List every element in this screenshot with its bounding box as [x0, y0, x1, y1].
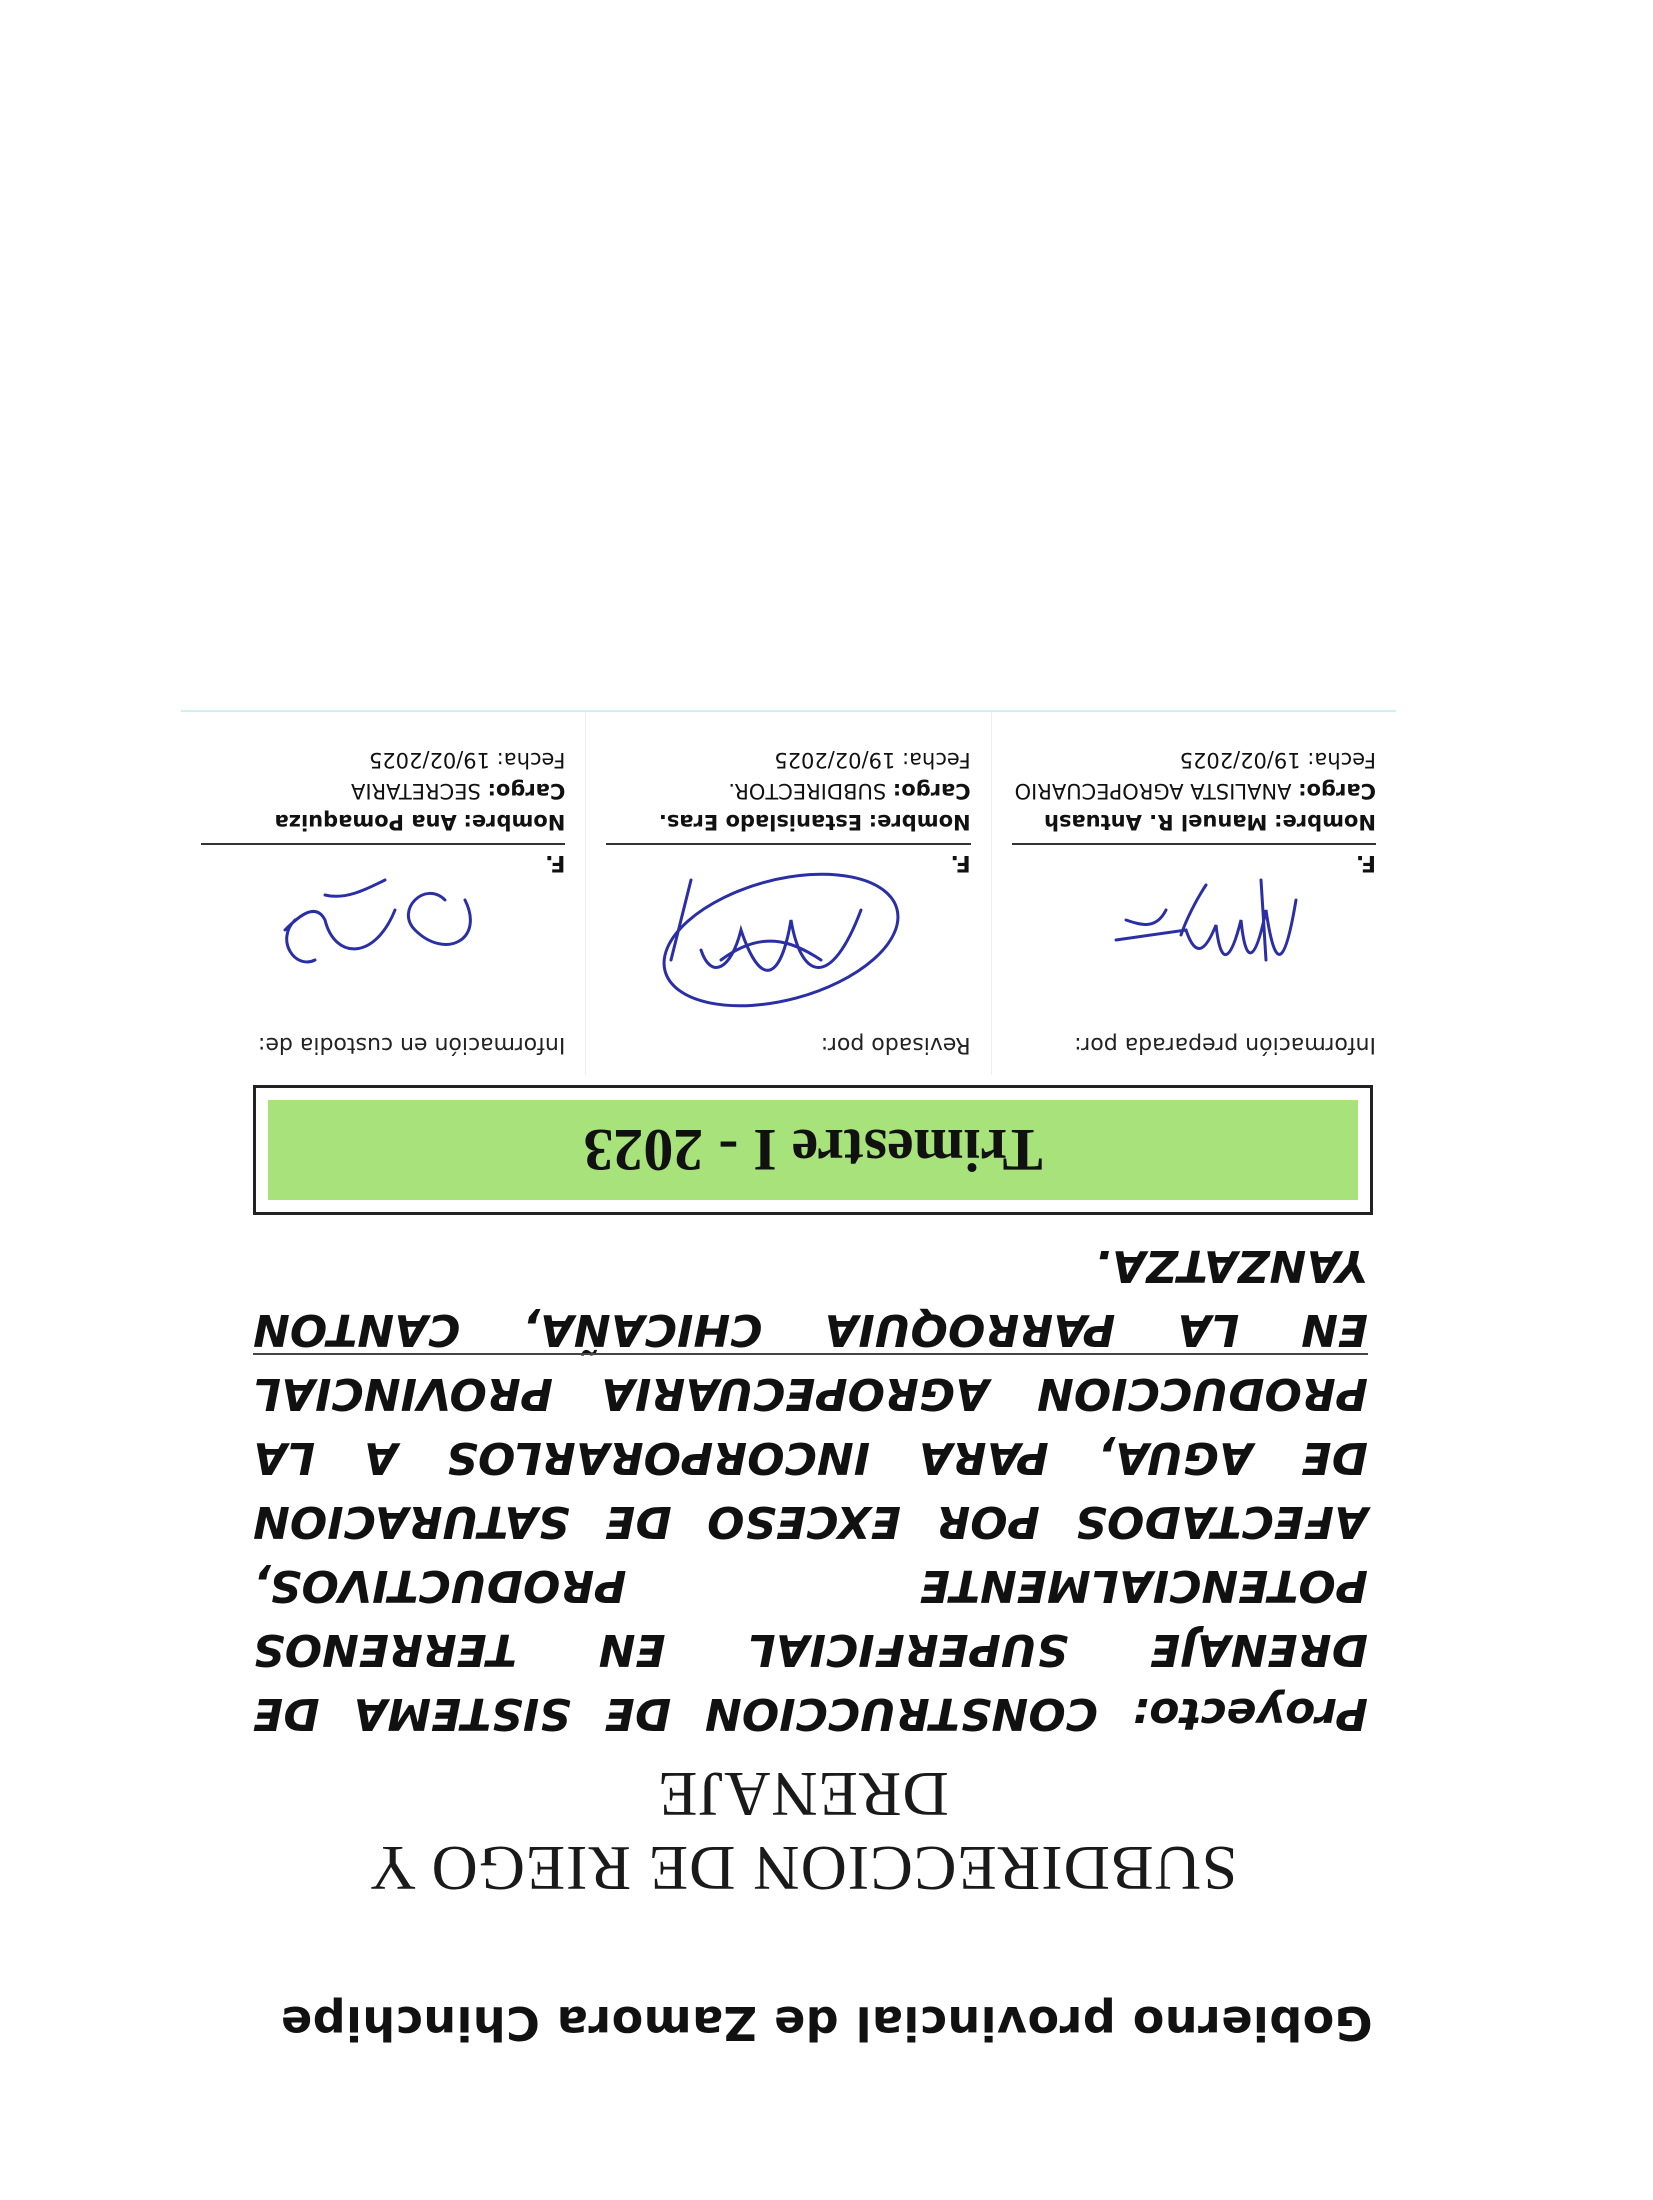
project-label: Proyecto: — [1131, 1688, 1368, 1739]
department-title: SUBDIRECCION DE RIEGO Y DRENAJE — [368, 1759, 1238, 1904]
signature-f-label: F. — [950, 850, 971, 875]
handwritten-signature-icon — [1036, 870, 1356, 1020]
signer-position: SECRETARIA — [351, 779, 481, 803]
project-text: CONSTRUCCION DE SISTEMA DE DRENAJE SUPERFICIAL EN TERRENOS POTENCIALMENTE PRODUCTIVOS, AFECTADOS POR EXCESO DE SATURACION DE AGUA, PARA INCORPORARLOS A LA PRODUCCION AGROPECUARIA PROVINCIAL EN LA PARROQUIA CHICAÑA, CANTON YANZATZA. — [253, 1240, 1368, 1739]
signature-date: 19/02/2025 — [1179, 748, 1301, 772]
signer-position: ANALISTA AGROPECUARIO — [1014, 779, 1292, 803]
section-divider — [253, 1353, 1368, 1355]
signature-role: Revisado por: — [820, 1032, 971, 1057]
government-title: Gobierno provincial de Zamora Chinchipe — [280, 1996, 1373, 2050]
project-description — [253, 1233, 1368, 1745]
signature-block-prepared — [991, 710, 1396, 1075]
date-label: Fecha: — [902, 748, 971, 772]
signature-line — [201, 843, 565, 845]
signature-f-label: F. — [545, 850, 566, 875]
signature-line — [606, 843, 970, 845]
signer-position: SUBDIRECTOR. — [728, 779, 887, 803]
signature-f-label: F. — [1355, 850, 1376, 875]
signature-info — [596, 744, 970, 837]
name-label: Nombre: — [1274, 810, 1376, 834]
name-label: Nombre: — [463, 810, 566, 834]
signature-info — [191, 744, 565, 837]
position-label: Cargo: — [892, 779, 971, 803]
name-label: Nombre: — [868, 810, 971, 834]
signer-name: Ana Pomaquiza — [274, 810, 457, 834]
signature-line — [1012, 843, 1376, 845]
signature-block-reviewed — [585, 710, 990, 1075]
signature-date: 19/02/2025 — [774, 748, 896, 772]
signature-table — [181, 710, 1396, 1075]
signature-role: Información preparada por: — [1074, 1032, 1376, 1057]
handwritten-signature-icon — [225, 870, 545, 1020]
signature-role: Información en custodia de: — [258, 1032, 566, 1057]
signature-block-custody — [181, 710, 585, 1075]
position-label: Cargo: — [487, 779, 566, 803]
period-label: Trimestre I - 2023 — [268, 1100, 1358, 1200]
signer-name: Manuel R. Antuash — [1044, 810, 1268, 834]
handwritten-signature-icon — [631, 870, 951, 1020]
position-label: Cargo: — [1298, 779, 1376, 803]
signature-date: 19/02/2025 — [368, 748, 490, 772]
period-box — [253, 1085, 1373, 1215]
signature-info — [1002, 744, 1376, 837]
date-label: Fecha: — [1307, 748, 1376, 772]
signer-name: Estanislado Eras. — [658, 810, 863, 834]
date-label: Fecha: — [496, 748, 566, 772]
